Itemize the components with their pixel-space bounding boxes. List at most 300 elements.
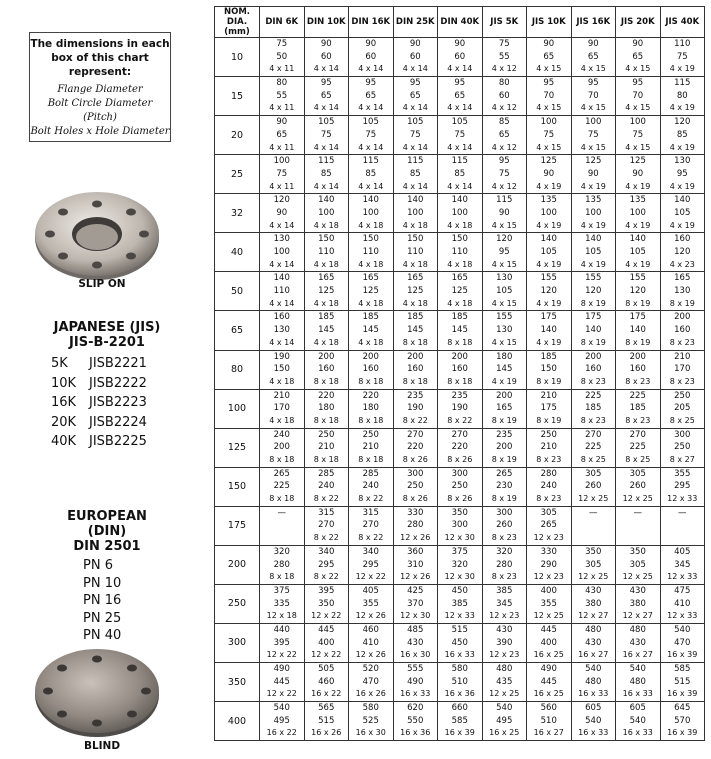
bolt-circle-diameter: 100 [407, 207, 424, 218]
bolt-circle-diameter: 110 [273, 286, 290, 297]
bolt-circle-diameter: 265 [540, 520, 557, 531]
bolt-circle-diameter: 190 [451, 403, 468, 414]
dimension-cell [482, 663, 527, 702]
dimension-cell [393, 194, 438, 233]
dimension-cell [438, 38, 483, 77]
bolt-holes: 8 x 22 [447, 415, 473, 425]
flange-diameter: 95 [587, 78, 599, 89]
dimension-cell [571, 663, 616, 702]
dimension-cell [393, 272, 438, 311]
list-item: PN 16 [83, 593, 122, 608]
bolt-circle-diameter: 310 [407, 559, 424, 570]
bolt-holes: 4 x 15 [625, 142, 651, 152]
flange-diameter: 605 [585, 703, 602, 714]
dimension-cell [616, 116, 661, 155]
dimension-cell [616, 584, 661, 623]
bolt-circle-diameter: 525 [362, 715, 379, 726]
bolt-holes: 8 x 27 [669, 455, 695, 464]
flange-diameter: 405 [362, 585, 379, 596]
bolt-holes [572, 532, 616, 545]
flange-diameter: 135 [540, 195, 557, 206]
bolt-holes: 8 x 18 [402, 337, 428, 347]
flange-diameter: 125 [585, 156, 602, 167]
flange-diameter: 440 [273, 624, 290, 635]
flange-diameter: 75 [276, 39, 288, 49]
bolt-holes: 16 x 27 [533, 728, 564, 738]
nominal-diameter-cell: 40 [215, 233, 260, 272]
dimension-cell [438, 623, 483, 662]
bolt-circle-diameter: 90 [632, 168, 644, 179]
bolt-circle-diameter: 70 [587, 90, 599, 101]
table-row [215, 702, 705, 741]
dimension-cell [304, 702, 349, 741]
legend-line-bolt-holes: Bolt Holes x Hole Diameter [30, 126, 170, 137]
jis-rating: 20K [51, 414, 77, 430]
bolt-circle-diameter: 240 [318, 481, 335, 492]
dimension-cell [393, 116, 438, 155]
flange-diameter: 90 [632, 39, 644, 49]
flange-diameter: 155 [540, 273, 557, 284]
bolt-holes: 4 x 18 [402, 298, 428, 308]
dimension-cell [482, 467, 527, 506]
bolt-circle-diameter: 120 [540, 286, 557, 297]
nominal-diameter-cell: 15 [215, 77, 260, 116]
dimension-cell [438, 272, 483, 311]
bolt-holes: 4 x 14 [402, 103, 428, 113]
table-row [215, 194, 705, 233]
bolt-holes: 4 x 18 [358, 298, 384, 308]
jis-code: JISB2221 [89, 356, 147, 371]
dimension-cell [660, 77, 705, 116]
bolt-holes: 8 x 23 [536, 494, 562, 504]
flange-diameter: 115 [674, 78, 691, 89]
bolt-holes: 4 x 14 [447, 142, 473, 152]
flange-diameter: 200 [407, 351, 424, 362]
bolt-circle-diameter: 145 [407, 325, 424, 336]
bolt-holes: 4 x 18 [358, 259, 384, 269]
flange-diameter: 430 [629, 585, 646, 596]
dimension-cell [260, 116, 305, 155]
dimension-cell [482, 38, 527, 77]
dimension-cell [393, 389, 438, 428]
slip-on-flange-image [34, 188, 160, 282]
blind-flange-image [34, 645, 160, 739]
list-item: PN 6 [83, 558, 113, 573]
flange-diameter: 90 [409, 39, 421, 49]
bolt-circle-diameter: 55 [498, 51, 510, 62]
flange-diameter: 155 [496, 312, 513, 323]
dimension-cell [527, 428, 572, 467]
bolt-circle-diameter: 410 [362, 637, 379, 648]
dimension-cell [304, 545, 349, 584]
bolt-circle-diameter: 495 [496, 715, 513, 726]
nominal-diameter-header: NOM. DIA. (mm) [215, 7, 260, 38]
table-row [215, 38, 705, 77]
table-row [215, 233, 705, 272]
dimension-cell [349, 311, 394, 350]
bolt-circle-diameter: 130 [273, 325, 290, 336]
bolt-holes: 8 x 23 [491, 572, 517, 582]
list-item [51, 354, 147, 374]
dimension-cell [304, 38, 349, 77]
flange-diameter: 85 [498, 117, 510, 128]
nominal-diameter-cell: 25 [215, 155, 260, 194]
flange-diameter: 125 [629, 156, 646, 167]
bolt-circle-diameter: 260 [496, 520, 513, 531]
dimension-cell [527, 155, 572, 194]
bolt-circle-diameter: 160 [585, 364, 602, 375]
bolt-circle-diameter: 380 [629, 598, 646, 609]
flange-diameter: 350 [585, 546, 602, 557]
bolt-circle-diameter: 540 [629, 715, 646, 726]
flange-diameter: 580 [451, 664, 468, 674]
bolt-circle-diameter: 220 [407, 442, 424, 453]
bolt-holes: 4 x 15 [536, 142, 562, 152]
bolt-circle-diameter: 435 [496, 676, 513, 687]
list-item: PN 10 [83, 575, 122, 591]
din-title-line3: DIN 2501 [73, 539, 141, 554]
flange-diameter: 305 [540, 507, 557, 518]
dimension-cell [571, 194, 616, 233]
bolt-holes: 8 x 19 [625, 337, 651, 347]
dimension-cell [349, 467, 394, 506]
flange-diameter: 100 [629, 117, 646, 128]
flange-diameter: 80 [498, 78, 510, 89]
dimension-cell [527, 311, 572, 350]
bolt-circle-diameter: 125 [451, 286, 468, 297]
bolt-holes: 12 x 25 [533, 611, 564, 621]
bolt-circle-diameter: 130 [496, 325, 513, 336]
dimension-cell [438, 116, 483, 155]
bolt-holes: 16 x 25 [533, 689, 564, 699]
bolt-holes: 16 x 25 [533, 650, 564, 660]
bolt-holes: 12 x 22 [355, 572, 386, 582]
flange-diameter: 385 [496, 585, 513, 596]
bolt-holes: 16 x 39 [667, 650, 698, 660]
flange-diameter: 375 [451, 546, 468, 557]
bolt-circle-diameter: 150 [540, 364, 557, 375]
flange-diameter: 330 [540, 546, 557, 557]
flange-diameter: 645 [674, 703, 691, 714]
dimension-cell [438, 428, 483, 467]
bolt-holes [661, 532, 705, 545]
bolt-holes: 8 x 23 [536, 455, 562, 464]
dimension-cell [260, 311, 305, 350]
flange-diameter: 395 [318, 585, 335, 596]
bolt-holes: 16 x 33 [622, 728, 653, 738]
dimension-cell [616, 38, 661, 77]
bolt-circle-diameter: 570 [674, 715, 691, 726]
bolt-holes: 16 x 36 [444, 689, 475, 699]
bolt-holes: 4 x 14 [447, 103, 473, 113]
bolt-circle-diameter: 280 [496, 559, 513, 570]
bolt-holes: 12 x 33 [444, 611, 475, 621]
flange-diameter: 605 [629, 703, 646, 714]
jis-standards-list [51, 354, 147, 452]
flange-diameter: 90 [587, 39, 599, 49]
bolt-holes: 4 x 19 [536, 220, 562, 230]
bolt-holes: 12 x 30 [400, 611, 431, 621]
dimension-cell [438, 663, 483, 702]
bolt-circle-diameter: 225 [585, 442, 602, 453]
bolt-circle-diameter [572, 519, 616, 532]
dimension-cell [616, 350, 661, 389]
dimension-cell [438, 233, 483, 272]
bolt-holes: 8 x 18 [313, 415, 339, 425]
bolt-holes: 8 x 23 [580, 376, 606, 386]
flange-diameter: 90 [276, 117, 288, 128]
dimension-cell [616, 194, 661, 233]
dimension-cell [304, 311, 349, 350]
dimension-cell [616, 77, 661, 116]
bolt-holes: 8 x 18 [447, 376, 473, 386]
dimension-cell [304, 584, 349, 623]
dimension-cell [393, 663, 438, 702]
bolt-holes: 16 x 33 [400, 689, 431, 699]
bolt-circle-diameter: 65 [320, 90, 332, 101]
bolt-holes: 16 x 33 [622, 689, 653, 699]
nominal-diameter-cell: 200 [215, 545, 260, 584]
table-row [215, 155, 705, 194]
bolt-holes: 4 x 14 [358, 181, 384, 191]
bolt-circle-diameter: 105 [496, 286, 513, 297]
jis-rating: 5K [51, 356, 68, 371]
flange-diameter: 355 [674, 468, 691, 479]
dimension-cell [393, 702, 438, 741]
list-item: PN 25 [83, 610, 122, 626]
dimension-cell [260, 663, 305, 702]
dimension-cell [349, 116, 394, 155]
bolt-holes: 8 x 22 [313, 572, 339, 582]
flange-diameter: 165 [407, 273, 424, 284]
bolt-holes: 8 x 23 [669, 337, 695, 347]
bolt-holes: 4 x 19 [669, 103, 695, 113]
bolt-circle-diameter: 65 [409, 90, 421, 101]
dimension-cell [393, 233, 438, 272]
bolt-holes: 4 x 15 [580, 64, 606, 74]
bolt-holes: 4 x 12 [491, 103, 517, 113]
bolt-holes: 8 x 18 [447, 337, 473, 347]
bolt-holes: 12 x 26 [400, 572, 431, 582]
flange-diameter: — [678, 507, 687, 518]
bolt-circle-diameter: 450 [451, 637, 468, 648]
dimension-cell [616, 623, 661, 662]
flange-diameter: 270 [585, 429, 602, 440]
flange-diameter: 130 [496, 273, 513, 284]
dimension-cell [660, 389, 705, 428]
flange-diameter: 300 [674, 429, 691, 440]
dimension-cell [660, 38, 705, 77]
bolt-circle-diameter: 270 [318, 520, 335, 531]
bolt-circle-diameter: 480 [629, 676, 646, 687]
flange-diameter: 235 [496, 429, 513, 440]
bolt-circle-diameter: 210 [540, 442, 557, 453]
flange-diameter: 165 [451, 273, 468, 284]
bolt-holes: 12 x 23 [533, 572, 564, 582]
bolt-holes: 4 x 14 [269, 337, 295, 347]
bolt-holes: 16 x 22 [266, 728, 297, 738]
bolt-circle-diameter: 385 [451, 598, 468, 609]
dimension-cell [260, 77, 305, 116]
bolt-holes: 4 x 19 [669, 142, 695, 152]
flange-diameter: 140 [540, 234, 557, 245]
bolt-circle-diameter: 50 [276, 51, 288, 62]
flange-diameter: — [633, 507, 642, 518]
dimension-cell [482, 623, 527, 662]
bolt-holes: 8 x 18 [358, 455, 384, 464]
bolt-holes: 4 x 19 [669, 181, 695, 191]
column-header: DIN 40K [438, 7, 483, 38]
jis-title-line2: JIS-B-2201 [69, 335, 145, 350]
bolt-circle-diameter: 110 [451, 247, 468, 257]
dimension-cell [349, 545, 394, 584]
bolt-holes: 8 x 23 [580, 415, 606, 425]
flange-diameter: 110 [674, 39, 691, 49]
bolt-holes: 12 x 22 [266, 650, 297, 660]
flange-diameter: 140 [362, 195, 379, 206]
flange-diameter: 90 [543, 39, 555, 49]
bolt-holes: 8 x 25 [669, 415, 695, 425]
dimension-cell [349, 389, 394, 428]
nominal-diameter-cell: 100 [215, 389, 260, 428]
bolt-holes: 4 x 15 [491, 220, 517, 230]
dimension-cell [438, 350, 483, 389]
table-row [215, 623, 705, 662]
bolt-circle-diameter: 75 [320, 129, 332, 140]
bolt-holes: 16 x 27 [622, 650, 653, 660]
bolt-circle-diameter: 90 [543, 168, 555, 179]
bolt-holes: 12 x 23 [489, 650, 520, 660]
dimension-cell [260, 428, 305, 467]
bolt-circle-diameter [616, 519, 660, 532]
list-item [51, 393, 147, 413]
dimension-cell [349, 663, 394, 702]
flange-diameter: 200 [362, 351, 379, 362]
bolt-circle-diameter: 430 [585, 637, 602, 648]
flange-diameter: 300 [496, 507, 513, 518]
dimension-cell [304, 506, 349, 545]
dimension-cell [527, 623, 572, 662]
jis-rating: 16K [51, 395, 77, 410]
bolt-circle-diameter: 145 [362, 325, 379, 336]
bolt-holes: 4 x 14 [269, 298, 295, 308]
dimension-cell [438, 194, 483, 233]
flange-diameter: 140 [629, 234, 646, 245]
dimension-cell [482, 350, 527, 389]
bolt-holes: 12 x 25 [622, 494, 653, 504]
dimension-cell [438, 584, 483, 623]
flange-diameter: 285 [362, 468, 379, 479]
dimension-cell [571, 428, 616, 467]
flange-diameter: 250 [540, 429, 557, 440]
column-header: DIN 25K [393, 7, 438, 38]
bolt-holes: 8 x 18 [269, 455, 295, 464]
dimension-cell [349, 194, 394, 233]
bolt-circle-diameter: 225 [629, 442, 646, 453]
flange-diameter: 565 [318, 703, 335, 714]
bolt-circle-diameter: 510 [540, 715, 557, 726]
flange-diameter: 285 [318, 468, 335, 479]
flange-diameter: 445 [540, 624, 557, 635]
bolt-circle-diameter: 345 [496, 598, 513, 609]
bolt-holes: 8 x 25 [580, 455, 606, 464]
flange-diameter: 580 [362, 703, 379, 714]
flange-diameter: 115 [318, 156, 335, 167]
nominal-diameter-cell: 65 [215, 311, 260, 350]
bolt-circle-diameter: 445 [273, 676, 290, 687]
dimension-cell [393, 506, 438, 545]
dimension-cell [616, 506, 661, 545]
dimension-cell [438, 311, 483, 350]
nominal-diameter-cell: 175 [215, 506, 260, 545]
dimension-cell [571, 467, 616, 506]
left-panel [0, 0, 214, 759]
flange-diameter: — [277, 507, 286, 518]
flange-diameter: 540 [585, 664, 602, 674]
legend-line-flange-diameter: Flange Diameter [57, 84, 143, 95]
dimension-cell [482, 272, 527, 311]
dimension-cell [527, 702, 572, 741]
flange-diameter: 100 [540, 117, 557, 128]
flange-diameter: 140 [407, 195, 424, 206]
column-header: DIN 6K [260, 7, 305, 38]
bolt-circle-diameter: 160 [674, 325, 691, 336]
flange-diameter: 330 [407, 507, 424, 518]
bolt-holes: 4 x 11 [269, 64, 295, 74]
bolt-circle-diameter: 100 [585, 207, 602, 218]
flange-diameter: 200 [496, 390, 513, 401]
bolt-holes: 4 x 19 [669, 220, 695, 230]
flange-diameter: 210 [540, 390, 557, 401]
bolt-circle-diameter: 250 [407, 481, 424, 492]
bolt-holes: 4 x 15 [580, 142, 606, 152]
bolt-circle-diameter: 70 [543, 90, 555, 101]
bolt-circle-diameter: 140 [585, 325, 602, 336]
bolt-circle-diameter: 65 [365, 90, 377, 101]
bolt-circle-diameter: 105 [629, 247, 646, 257]
bolt-holes: 8 x 23 [669, 376, 695, 386]
dimension-cell [349, 702, 394, 741]
flange-diameter: 105 [362, 117, 379, 128]
bolt-circle-diameter: 75 [543, 129, 555, 140]
bolt-holes: 4 x 19 [669, 64, 695, 74]
dimension-cell [260, 38, 305, 77]
flange-diameter: 220 [318, 390, 335, 401]
flange-diameter: 375 [273, 585, 290, 596]
bolt-circle-diameter: 85 [454, 168, 466, 179]
bolt-holes: 8 x 26 [447, 494, 473, 504]
dimension-cell [260, 350, 305, 389]
bolt-circle-diameter: 170 [273, 403, 290, 414]
dimension-cell [660, 584, 705, 623]
bolt-holes: 8 x 19 [491, 415, 517, 425]
bolt-circle-diameter: 300 [451, 520, 468, 531]
bolt-circle-diameter: 370 [407, 598, 424, 609]
flange-diameter: 620 [407, 703, 424, 714]
flange-diameter: 200 [318, 351, 335, 362]
bolt-holes: 8 x 19 [536, 415, 562, 425]
table-row [215, 428, 705, 467]
flange-diameter: 150 [362, 234, 379, 245]
bolt-circle-diameter: 140 [540, 325, 557, 336]
bolt-circle-diameter: 60 [409, 51, 421, 62]
bolt-circle-diameter: 210 [318, 442, 335, 453]
bolt-circle-diameter: 205 [674, 403, 691, 414]
bolt-holes: 8 x 18 [358, 376, 384, 386]
dimension-cell [349, 77, 394, 116]
bolt-circle-diameter: 90 [587, 168, 599, 179]
bolt-holes: 4 x 15 [536, 64, 562, 74]
